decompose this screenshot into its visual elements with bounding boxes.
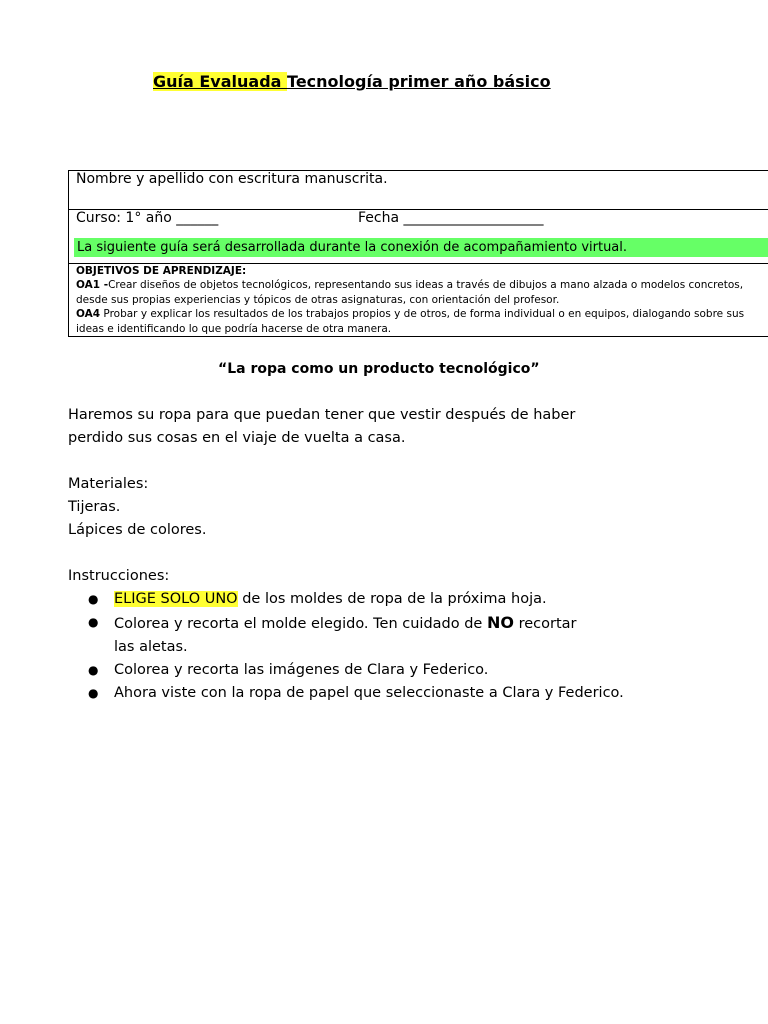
bullet-icon: ●	[88, 663, 99, 677]
step-text: recortar	[513, 616, 577, 632]
learning-objectives	[69, 264, 768, 337]
materials-heading: Materiales:	[68, 476, 149, 492]
document-title	[153, 72, 551, 91]
title-subject: Tecnología primer año básico	[287, 72, 551, 91]
objectives-heading: OBJETIVOS DE APRENDIZAJE:	[76, 265, 247, 277]
intro-line: Haremos su ropa para que puedan tener que vestir después de haber	[68, 407, 576, 423]
name-field[interactable]: Nombre y apellido con escritura manuscrita.	[69, 171, 768, 210]
step-text: Ahora viste con la ropa de papel que seleccionaste a Clara y Federico.	[114, 685, 624, 701]
oa4-code: OA4	[76, 308, 101, 321]
material-item: Lápices de colores.	[68, 522, 207, 538]
oa4-text: Probar y explicar los resultados de los trabajos propios y de otros, de forma individual o en equipos, dialogando sobre sus ideas e identificando lo que podría hacerse de otra manera.	[76, 308, 745, 335]
materials-section	[68, 473, 206, 542]
list-item	[68, 611, 624, 659]
choose-one-highlight: ELIGE SOLO UNO	[114, 591, 238, 607]
course-date-cell	[69, 210, 768, 264]
activity-subtitle: “La ropa como un producto tecnológico”	[218, 361, 540, 377]
oa1-code: OA1 -	[76, 279, 109, 292]
course-field[interactable]: Curso: 1° año ______	[76, 210, 219, 226]
step-text: de los moldes de ropa de la próxima hoja.	[237, 591, 547, 607]
bullet-icon: ●	[88, 686, 99, 700]
list-item	[68, 659, 624, 682]
bullet-icon: ●	[88, 592, 99, 606]
virtual-session-note: La siguiente guía será desarrollada durante la conexión de acompañamiento virtual.	[74, 238, 768, 257]
instructions-heading: Instrucciones:	[68, 568, 170, 584]
intro-paragraph	[68, 404, 575, 450]
step-text: Colorea y recorta las imágenes de Clara y Federico.	[114, 662, 489, 678]
material-item: Tijeras.	[68, 499, 121, 515]
list-item	[68, 682, 624, 705]
oa1-text: Crear diseños de objetos tecnológicos, representando sus ideas a través de dibujos a mano alzada o modelos concretos, desde sus propias experiencias y tópicos de otras asignaturas, con orientación del profesor.	[76, 279, 744, 306]
list-item	[68, 588, 624, 611]
no-emphasis: NO	[486, 613, 514, 632]
step-text: Colorea y recorta el molde elegido. Ten cuidado de	[114, 616, 487, 632]
step-text: las aletas.	[114, 639, 188, 655]
date-field[interactable]: Fecha ____________________	[358, 210, 544, 226]
student-info-table	[68, 170, 768, 337]
instructions-list	[68, 588, 624, 705]
bullet-icon: ●	[88, 615, 99, 629]
title-highlight: Guía Evaluada	[153, 72, 288, 91]
intro-line: perdido sus cosas en el viaje de vuelta a casa.	[68, 430, 406, 446]
